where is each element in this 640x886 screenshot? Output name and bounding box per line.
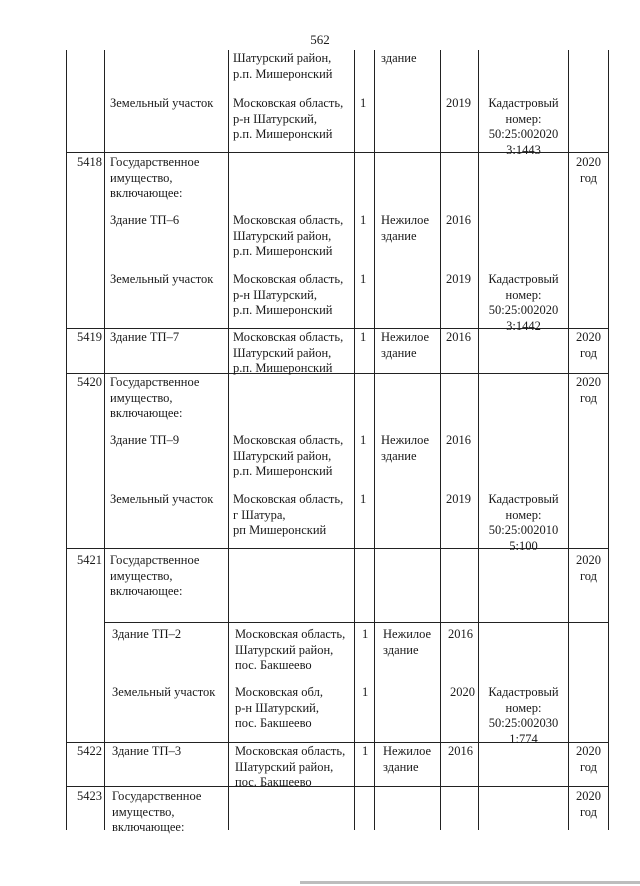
cell-date: 2020 год [576, 744, 601, 774]
scan-artifact [300, 881, 640, 884]
cell-date: 2020 год [576, 330, 601, 360]
cell-name: Земельный участок [110, 272, 214, 286]
col-border [104, 50, 105, 830]
col-border [374, 50, 375, 830]
cell-year: 2019 [446, 272, 471, 286]
cell-address: Московская область, р-н Шатурский, р.п. Мишеронский [233, 96, 344, 141]
cell-address: Шатурский район, р.п. Мишеронский [233, 51, 333, 81]
cell-year: 2016 [446, 213, 471, 227]
cell-year: 2016 [448, 744, 473, 758]
cell-name: Государственное имущество, включающее: [110, 155, 200, 200]
cell-name: Здание ТП–6 [110, 213, 180, 227]
cell-address: Московская область, Шатурский район, р.п. Мишеронский [233, 213, 344, 258]
cell-address: Московская область, р-н Шатурский, р.п. Мишеронский [233, 272, 344, 317]
cell-type: Нежилое здание [381, 433, 430, 463]
page-number: 562 [310, 32, 330, 47]
col-border [440, 50, 441, 830]
cell-qty: 1 [360, 492, 367, 506]
cell-qty: 1 [360, 213, 367, 227]
cell-qty: 1 [362, 627, 369, 641]
cell-type: Нежилое здание [383, 744, 432, 774]
cell-row-number: 5421 [77, 553, 102, 567]
cell-address: Московская обл, р-н Шатурский, пос. Бакшеево [235, 685, 323, 730]
col-border [228, 50, 229, 830]
cell-name: Государственное имущество, включающее: [110, 553, 200, 598]
cell-type: Нежилое здание [381, 330, 430, 360]
cell-qty: 1 [360, 96, 367, 110]
cell-qty: 1 [360, 433, 367, 447]
cell-date: 2020 год [576, 155, 601, 185]
cell-name: Земельный участок [110, 96, 214, 110]
cell-name: Здание ТП–9 [110, 433, 180, 447]
cell-date: 2020 год [576, 375, 601, 405]
cell-qty: 1 [360, 330, 367, 344]
cell-note: Кадастровый номер: 50:25:002030 1:774 [488, 685, 559, 746]
cell-year: 2020 [450, 685, 475, 699]
cell-qty: 1 [360, 272, 367, 286]
cell-year: 2016 [446, 433, 471, 447]
cell-name: Здание ТП–3 [112, 744, 182, 758]
cell-date: 2020 год [576, 789, 601, 819]
cell-type: Нежилое здание [383, 627, 432, 657]
col-border [608, 50, 609, 830]
cell-year: 2019 [446, 492, 471, 506]
cell-name: Государственное имущество, включающее: [112, 789, 202, 834]
col-border [354, 50, 355, 830]
cell-address: Московская область, Шатурский район, р.п. Мишеронский [233, 433, 344, 478]
cell-year: 2016 [448, 627, 473, 641]
cell-year: 2016 [446, 330, 471, 344]
cell-address: Московская область, Шатурский район, пос. Бакшеево [235, 744, 346, 789]
cell-row-number: 5418 [77, 155, 102, 169]
cell-row-number: 5420 [77, 375, 102, 389]
cell-qty: 1 [362, 685, 369, 699]
cell-name: Государственное имущество, включающее: [110, 375, 200, 420]
cell-name: Земельный участок [112, 685, 216, 699]
cell-row-number: 5422 [77, 744, 102, 758]
col-border [66, 50, 67, 830]
cell-name: Здание ТП–7 [110, 330, 180, 344]
cell-year: 2019 [446, 96, 471, 110]
cell-note: Кадастровый номер: 50:25:002020 3:1443 [488, 96, 559, 157]
cell-qty: 1 [362, 744, 369, 758]
cell-date: 2020 год [576, 553, 601, 583]
cell-note: Кадастровый номер: 50:25:002010 5:100 [488, 492, 559, 553]
cell-address: Московская область, Шатурский район, пос. Бакшеево [235, 627, 346, 672]
cell-address: Московская область, г Шатура, рп Мишеронский [233, 492, 344, 537]
cell-name: Земельный участок [110, 492, 214, 506]
row-border [104, 622, 609, 623]
cell-name: Здание ТП–2 [112, 627, 182, 641]
cell-row-number: 5419 [77, 330, 102, 344]
cell-address: Московская область, Шатурский район, р.п. Мишеронский [233, 330, 344, 375]
cell-type: Нежилое здание [381, 213, 430, 243]
cell-note: Кадастровый номер: 50:25:002020 3:1442 [488, 272, 559, 333]
cell-row-number: 5423 [77, 789, 102, 803]
cell-type: здание [381, 51, 417, 65]
